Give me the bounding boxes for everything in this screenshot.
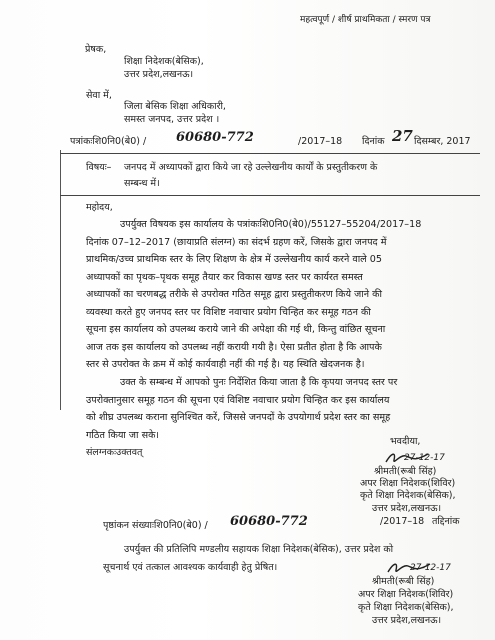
paragraph-2-line: उक्त के सम्बन्ध में आपको पुनः निर्देशित किया जाता है कि कृपया जनपद स्तर पर — [120, 377, 398, 388]
paragraph-1-line: व्यवस्था करते हुए जनपद स्तर पर विशिष्ट नवाचार प्रयोग चिन्हित कर समूह गठन की — [86, 306, 371, 318]
reference-date-day: 27 — [392, 127, 413, 145]
paragraph-2-line: को शीघ्र उपलब्ध कराना सुनिश्चित करें, जिससे जनपदों के उपयोगार्थ प्रदेश स्तर का समूह — [86, 412, 391, 423]
signer-name-2: श्रीमती(रूबी सिंह) — [372, 576, 435, 587]
paragraph-1-line: प्राथमिक/उच्च प्राथमिक स्तर के लिए शिक्षण के क्षेत्र में उल्लेखनीय कार्य करने वाले 05 — [86, 254, 382, 265]
subject-line1: जनपद में अध्यापकों द्वारा किये जा रहे उल्लेखनीय कार्यों के प्रस्तुतीकरण के — [124, 162, 378, 173]
signer-title1-2: अपर शिक्षा निदेशक(शिविर) — [358, 589, 454, 600]
reference-date-label: दिनांक — [362, 136, 385, 147]
paragraph-1 — [86, 216, 466, 374]
paragraph-1-line: स्तर से उपरोक्त के क्रम में कोई कार्यवाही नहीं की गई है। यह स्थिति खेदजनक है। — [86, 359, 365, 370]
endorsement-label: पृष्ठांकन संख्याःशि0नि0(बे0) / — [103, 520, 208, 531]
enclosure-note: संलग्नकःउक्तवत् — [86, 447, 143, 458]
signature-date-2: 27-12-17 — [410, 563, 451, 573]
recipient-label: सेवा में, — [86, 90, 112, 101]
subject-label: विषयः– — [86, 162, 112, 173]
reference-number: 60680-772 — [176, 130, 254, 145]
salutation: महोदय, — [86, 202, 113, 213]
paragraph-1-line: आज तक इस कार्यालय को उपलब्ध नहीं करायी गयी है। ऐसा प्रतीत होता है कि आपके — [86, 341, 382, 353]
recipient-line2: समस्त जनपद, उत्तर प्रदेश । — [124, 114, 220, 125]
paragraph-2-line: उपरोक्तानुसार समूह गठन की सूचना एवं विशिष्ट नवाचार प्रयोग चिन्हित कर इस कार्यालय — [86, 394, 390, 406]
paragraph-1-line: उपर्युक्त विषयक इस कार्यालय के पत्रांकःशि0नि0(बे0)/55127–55204/2017–18 — [120, 219, 422, 230]
endorsement-line2: सूचनार्थ एवं तत्काल आवश्यक कार्यवाही हेतु प्रेषित। — [103, 562, 278, 573]
closing-text: भवदीया, — [390, 436, 421, 447]
reference-patrank: पत्रांकःशि0नि0(बे0) / — [70, 136, 147, 147]
margin-line — [60, 150, 61, 410]
paragraph-2 — [86, 374, 466, 444]
signature-date-1: 27-12-17 — [404, 453, 445, 463]
sender-line1: शिक्षा निदेशक(बेसिक), — [124, 56, 204, 67]
endorsement-number: 60680-772 — [230, 514, 308, 529]
subject-rule-top — [60, 153, 480, 154]
paragraph-1-line: अध्यापकों का चरणबद्ध तरीके से उपरोक्त गठित समूह द्वारा प्रस्तुतीकरण किये जाने की — [86, 289, 382, 300]
paragraph-2-line: गठित किया जा सके। — [86, 429, 160, 441]
signer-name-1: श्रीमती(रूबी सिंह) — [374, 466, 437, 477]
signer-title2-1: कृते शिक्षा निदेशक(बेसिक), — [360, 490, 456, 501]
endorsement-date-label: तद्दिनांक — [432, 516, 460, 527]
signer-title3-2: उत्तर प्रदेश,लखनऊ। — [372, 615, 442, 626]
subject-rule-bottom — [60, 195, 480, 196]
sender-label: प्रेषक, — [85, 44, 107, 55]
reference-year: /2017–18 — [298, 136, 343, 147]
paragraph-1-line: दिनांक 07–12–2017 (छायाप्रति संलग्न) का संदर्भ ग्रहण करें, जिसके द्वारा जनपद में — [86, 236, 387, 248]
reference-date-rest: दिसम्बर, 2017 — [414, 136, 471, 147]
recipient-line1: जिला बेसिक शिक्षा अधिकारी, — [124, 101, 226, 112]
paragraph-1-line: अध्यापकों का पृथक–पृथक समूह तैयार कर विकास खण्ड स्तर पर कार्यरत समस्त — [86, 271, 363, 283]
sender-line2: उत्तर प्रदेश,लखनऊ। — [124, 69, 194, 80]
signer-title3-1: उत्तर प्रदेश,लखनऊ। — [372, 503, 442, 514]
paragraph-1-line: सूचना इस कार्यालय को उपलब्ध कराये जाने की अपेक्षा की गई थी, किन्तु वांछित सूचना — [86, 324, 386, 335]
priority-header: महत्वपूर्ण / शीर्ष प्राथमिकता / स्मरण पत्र — [300, 15, 431, 25]
signer-title2-2: कृते शिक्षा निदेशक(बेसिक), — [358, 602, 454, 613]
subject-line2: सम्बन्ध में। — [124, 178, 160, 189]
endorsement-year: /2017–18 — [380, 516, 425, 527]
endorsement-line1: उपर्युक्त की प्रतिलिपि मण्डलीय सहायक शिक्षा निदेशक(बेसिक), उत्तर प्रदेश को — [124, 544, 394, 555]
signer-title1-1: अपर शिक्षा निदेशक(शिविर) — [360, 478, 456, 489]
